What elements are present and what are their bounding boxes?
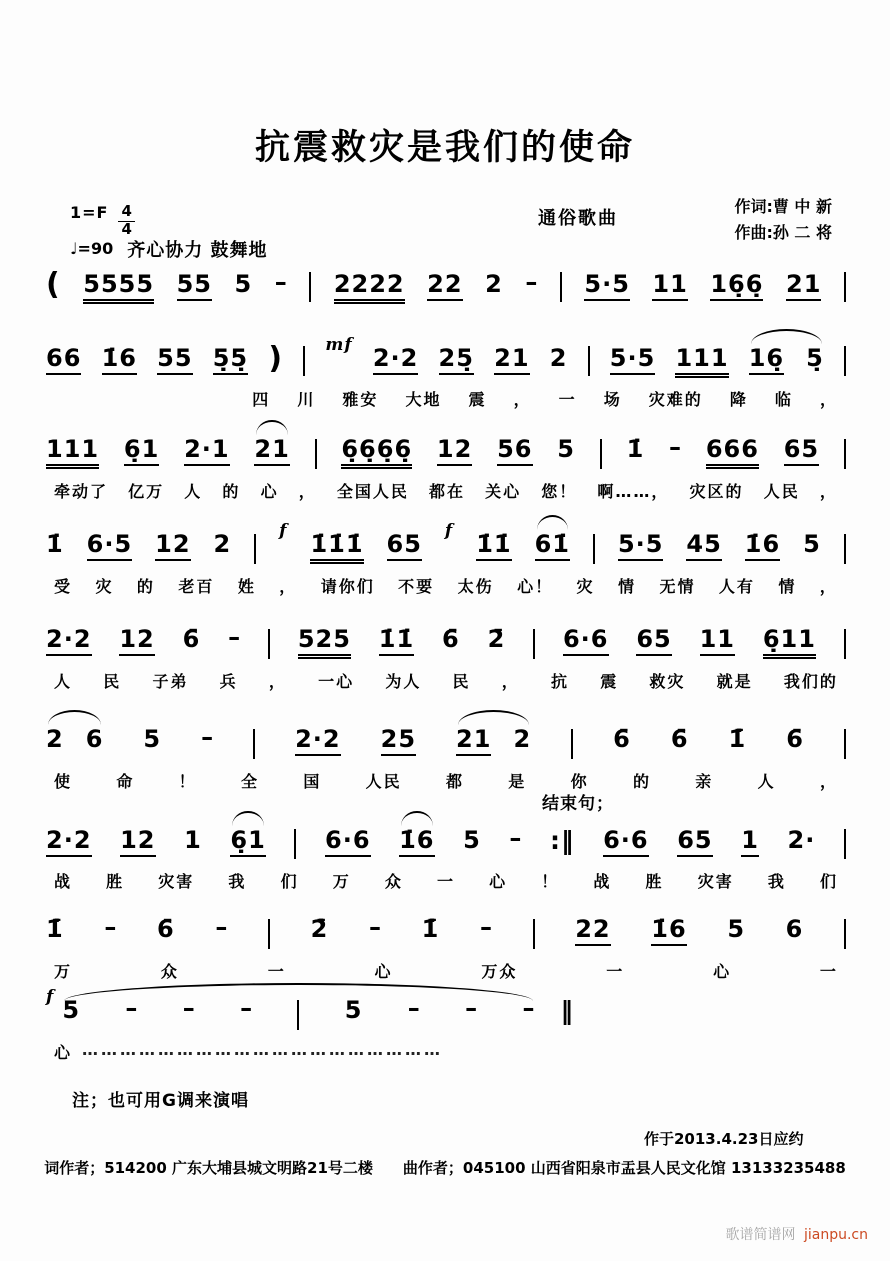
lyric-syllable: 的: [222, 482, 241, 501]
lyric-syllable: 你: [570, 772, 589, 791]
note-cell: 65: [784, 437, 819, 466]
lyric-syllable: 命: [116, 772, 135, 791]
bar-line: [303, 346, 305, 376]
bar-line: [588, 346, 590, 376]
lyrics-row: [46, 1040, 590, 1063]
lyric-syllable: [54, 387, 60, 410]
lyric-syllable: 是: [508, 772, 527, 791]
note-cell: 45: [686, 532, 721, 561]
lyric-syllable: 子弟: [152, 672, 189, 691]
lyric-syllable: 战: [54, 872, 73, 891]
lyric-syllable: 人: [54, 672, 73, 691]
lyric-syllable: 一心: [318, 672, 355, 691]
duration-dash: –: [522, 994, 535, 1022]
lyric-syllable: 您！: [541, 482, 578, 501]
note-cell: 2: [513, 725, 532, 753]
lyrics-row: [46, 869, 846, 892]
note-cell: 5·5: [610, 346, 656, 375]
lyric-syllable: 人民: [763, 482, 800, 501]
lyric-syllable: 灾: [576, 577, 595, 596]
lyric-syllable: 万: [54, 962, 73, 981]
time-signature-top: 4: [118, 204, 134, 222]
key-signature: 1=F: [70, 203, 109, 223]
note-cell: 1: [741, 828, 759, 857]
lyric-syllable: 战: [593, 872, 612, 891]
lyric-syllable: 一: [436, 872, 455, 891]
note-cell: 61̇: [535, 532, 570, 561]
duration-dash: –: [465, 994, 478, 1022]
bar-line: [315, 439, 317, 469]
note-cell: 1̇: [46, 530, 64, 558]
expression-marking: 齐心协力 鼓舞地: [127, 239, 268, 261]
lyric-syllable: 的: [136, 577, 155, 596]
lyric-syllable: 不要: [398, 577, 435, 596]
lyric-syllable: 受: [54, 577, 73, 596]
bar-line: [844, 919, 846, 949]
note-cell: 1̇6: [745, 532, 780, 561]
bar-line: [844, 272, 846, 302]
note-cell: 21: [494, 346, 529, 375]
music-line: [46, 609, 846, 709]
lyric-syllable: ，: [819, 772, 838, 791]
performance-note: 注；也可用G调来演唱: [72, 1091, 249, 1111]
music-line: [46, 419, 846, 514]
dynamic-mark: mf: [325, 335, 353, 355]
parenthesis-mark: ): [268, 341, 284, 376]
note-cell: 6·5: [87, 532, 133, 561]
lyric-syllable: ，: [279, 577, 298, 596]
note-cell: 5: [344, 996, 363, 1024]
tie-slur-group: [46, 727, 103, 751]
lyric-syllable: 心: [54, 1043, 73, 1062]
lyric-syllable: 心: [489, 872, 508, 891]
watermark: [726, 1224, 868, 1244]
lyric-syllable: 救灾: [649, 672, 686, 691]
bar-line: [844, 346, 846, 376]
lyric-syllable: 情: [778, 577, 797, 596]
note-cell: 6·6: [325, 828, 371, 857]
note-cell: 5: [234, 270, 253, 298]
lyric-syllable: 震: [468, 390, 487, 409]
music-line: [46, 709, 846, 809]
note-cell: 5: [557, 435, 575, 463]
note-cell: 22: [427, 272, 462, 301]
note-cell: 25̣: [439, 346, 474, 375]
lyric-syllable: 们: [819, 872, 838, 891]
note-cell: 16̣: [749, 346, 784, 375]
watermark-domain-link[interactable]: jianpu.cn: [803, 1227, 868, 1243]
note-cell: 1̇6: [651, 917, 686, 946]
note-cell: 2̄: [487, 625, 506, 653]
lyric-syllable: 一: [606, 962, 625, 981]
note-cell: 6̣1: [124, 437, 159, 466]
lyric-syllable: 抗: [550, 672, 569, 691]
lyricist-credit: 作词:曹 中 新: [734, 197, 832, 216]
note-cell: 2: [485, 270, 503, 298]
note-cell: 2·2: [46, 627, 92, 656]
lyric-syllable: ！: [541, 872, 560, 891]
lyric-syllable: 一: [558, 390, 577, 409]
lyric-syllable: 牵动了: [54, 482, 109, 501]
note-cell: 5: [727, 915, 746, 943]
lyric-syllable: 的: [632, 772, 651, 791]
note-cell: 1̇1̇: [476, 532, 511, 561]
notes-row: [46, 899, 846, 947]
note-cell: 5: [463, 826, 481, 854]
lyrics-row: [46, 479, 846, 502]
duration-dash: –: [509, 824, 522, 852]
lyric-syllable: 人: [184, 482, 203, 501]
notes-row: [46, 250, 846, 301]
lyric-syllable: 雅安: [342, 390, 379, 409]
note-cell: 2·2: [295, 727, 341, 756]
bar-line: [297, 1000, 299, 1030]
bar-line: [254, 534, 256, 564]
lyric-syllable: 情: [617, 577, 636, 596]
bar-line: [600, 439, 602, 469]
note-cell: 2·1: [184, 437, 230, 466]
author-credits: [734, 194, 832, 245]
tie-slur-group: [254, 437, 289, 466]
note-cell: 6: [785, 915, 804, 943]
note-cell: 6̣1: [230, 828, 265, 857]
note-cell: 2̇̄: [310, 915, 329, 943]
lyric-syllable: 万: [332, 872, 351, 891]
lyric-syllable: 民: [103, 672, 122, 691]
note-cell: 2·2: [373, 346, 419, 375]
lyric-syllable: 亲: [695, 772, 714, 791]
lyric-syllable: 震: [600, 672, 619, 691]
lyric-syllable: 全: [240, 772, 259, 791]
music-line: [46, 899, 846, 979]
note-cell: 525: [298, 627, 351, 656]
bar-line: [844, 829, 846, 859]
time-signature: [118, 204, 134, 238]
lyric-syllable: ，: [819, 390, 838, 409]
lyric-syllable: 一: [267, 962, 286, 981]
lyric-syllable: [120, 387, 126, 410]
song-title: 抗震救灾是我们的使命: [254, 128, 635, 168]
duration-dash: –: [525, 268, 538, 296]
lyric-syllable: 我: [228, 872, 247, 891]
lyric-syllable: 四: [252, 390, 271, 409]
duration-dash: –: [104, 913, 117, 941]
duration-dash: –: [479, 913, 492, 941]
lyrics-row: [46, 387, 846, 410]
lyric-syllable: 场: [603, 390, 622, 409]
lyric-syllable: 一: [819, 962, 838, 981]
bar-line: [844, 439, 846, 469]
note-cell: 21: [456, 727, 491, 756]
note-cell: 5·5: [584, 272, 630, 301]
dynamic-mark: f: [46, 987, 55, 1007]
lyric-syllable: 都在: [428, 482, 465, 501]
notes-row: [46, 609, 846, 657]
note-cell: 1̇: [626, 435, 645, 463]
lyric-syllable: ，: [298, 482, 317, 501]
lyric-syllable: 大地: [405, 390, 442, 409]
notes-row: [46, 979, 574, 1028]
genre-label: 通俗歌曲: [538, 208, 618, 229]
note-cell: 6̄: [613, 725, 631, 753]
contact-credits: 词作者；514200 广东大埔县城文明路21号二楼 曲作者；045100 山西省阳泉市盂县人民文化馆 13133235488: [44, 1159, 846, 1177]
note-cell: 5: [62, 996, 81, 1024]
lyric-syllable: 我: [767, 872, 786, 891]
tie-slur-group: [535, 532, 570, 561]
note-cell: 2: [549, 344, 568, 372]
note-cell: 55: [157, 346, 192, 375]
lyric-syllable: 兵: [219, 672, 238, 691]
note-cell: 56: [497, 437, 532, 466]
double-bar-line: :‖ 结束句；: [542, 794, 614, 855]
lyric-syllable: 众: [384, 872, 403, 891]
note-cell: 6̄: [670, 725, 689, 753]
note-cell: 16̣6̣: [710, 272, 763, 301]
bar-line: [533, 629, 535, 659]
dynamic-mark: f: [279, 521, 288, 541]
bar-line: [844, 729, 846, 759]
music-line: [46, 979, 846, 1063]
note-cell: 55: [177, 272, 212, 301]
lyric-syllable: 灾害: [697, 872, 734, 891]
bar-line: [593, 534, 595, 564]
lyric-syllable: 胜: [106, 872, 125, 891]
tie-slur-group: [399, 828, 434, 857]
lyric-syllable: ，: [268, 672, 287, 691]
lyric-syllable: [186, 387, 192, 410]
note-cell: 11: [652, 272, 687, 301]
bar-line: [294, 829, 296, 859]
notes-row: [46, 419, 846, 467]
lyric-syllable: 众: [160, 962, 179, 981]
bar-line: [844, 629, 846, 659]
duration-dash: –: [125, 994, 138, 1022]
lyric-syllable: ！: [178, 772, 197, 791]
note-cell: 1̇̄: [46, 915, 64, 943]
lyric-syllable: ，: [501, 672, 520, 691]
note-cell: 65: [387, 532, 422, 561]
note-cell: 1̇6: [102, 346, 137, 375]
lyric-syllable: 人民: [365, 772, 402, 791]
lyric-syllable: [87, 387, 93, 410]
lyric-syllable: 们: [280, 872, 299, 891]
note-cell: 2: [213, 530, 232, 558]
note-cell: 6̄: [182, 625, 201, 653]
note-cell: 1: [184, 826, 202, 854]
lyric-syllable: 姓: [237, 577, 256, 596]
time-signature-bottom: 4: [121, 219, 132, 238]
music-line: [46, 514, 846, 609]
lyric-syllable: 使: [54, 772, 73, 791]
note-cell: 65: [636, 627, 671, 656]
lyric-syllable: 降: [729, 390, 748, 409]
lyric-syllable: 心: [374, 962, 393, 981]
duration-dash: –: [201, 723, 214, 751]
notation-area: [46, 250, 846, 1063]
lyrics-row: [46, 769, 846, 792]
lyric-syllable: 民: [452, 672, 471, 691]
composition-date: 作于2013.4.23日应约: [644, 1130, 804, 1148]
lyrics-row: [46, 669, 846, 692]
lyric-syllable: 请你们: [320, 577, 375, 596]
bar-line: [560, 272, 562, 302]
notes-row: [46, 794, 846, 857]
lyric-syllable: 临: [774, 390, 793, 409]
score-header: [70, 190, 832, 261]
lyric-syllable: 人有: [718, 577, 755, 596]
lyric-syllable: 我们的: [783, 672, 838, 691]
bar-line: [253, 729, 255, 759]
note-cell: 1̇6: [399, 828, 434, 857]
note-cell: 6̣11: [763, 627, 816, 656]
note-cell: 6̄: [156, 915, 175, 943]
lyric-syllable: 灾: [95, 577, 114, 596]
music-line: [46, 250, 846, 324]
notes-row: [46, 514, 846, 562]
dynamic-mark: f: [444, 521, 454, 541]
lyric-syllable: 亿万: [128, 482, 165, 501]
note-cell: 6·6: [603, 828, 649, 857]
section-label: 结束句；: [542, 794, 614, 814]
tie-slur-group: [456, 727, 531, 756]
note-cell: 111: [675, 346, 728, 375]
duration-dash: –: [182, 994, 195, 1022]
note-cell: 5̣5̣: [213, 346, 248, 375]
lyric-syllable: 啊……，: [597, 482, 670, 501]
note-cell: 12: [120, 828, 155, 857]
note-cell: 2222: [334, 272, 405, 301]
lyric-syllable: 为人: [385, 672, 422, 691]
note-cell: 2: [46, 725, 64, 753]
double-bar-line: ‖: [560, 996, 574, 1025]
note-cell: 1̇̄: [421, 915, 440, 943]
lyric-syllable: ，: [819, 577, 838, 596]
lyric-syllable: 全国人民: [336, 482, 409, 501]
note-cell: 111: [46, 437, 99, 466]
note-cell: 12: [119, 627, 154, 656]
lyric-syllable: 国: [303, 772, 322, 791]
lyric-syllable: 人: [757, 772, 776, 791]
note-cell: 2·2: [46, 828, 92, 857]
bar-line: [844, 534, 846, 564]
note-cell: 1̇1̇: [379, 627, 414, 656]
watermark-site-name: 歌谱简谱网: [725, 1227, 796, 1243]
tempo-marking: ♩=90: [70, 239, 114, 258]
lyric-syllable: 心: [260, 482, 279, 501]
note-cell: 21: [786, 272, 821, 301]
note-cell: 666: [706, 437, 759, 466]
lyric-syllable: 万众: [481, 962, 518, 981]
note-cell: 5555: [83, 272, 154, 301]
note-cell: 6·6: [563, 627, 609, 656]
note-cell: 65: [677, 828, 712, 857]
note-cell: 5·5: [618, 532, 664, 561]
note-cell: 2·: [787, 826, 816, 854]
lyric-syllable: ，: [819, 482, 838, 501]
lyrics-row: [46, 574, 846, 597]
lyric-syllable: [153, 387, 159, 410]
lyric-syllable: 灾区的: [689, 482, 744, 501]
lyric-syllable: 灾难的: [648, 390, 703, 409]
bar-line: [533, 919, 535, 949]
note-cell: 6̣6̣6̣6̣: [341, 437, 412, 466]
lyric-syllable: 心！: [517, 577, 554, 596]
notes-row: [46, 324, 846, 375]
duration-dash: –: [669, 433, 682, 461]
bar-line: [309, 272, 311, 302]
note-cell: 5: [803, 530, 821, 558]
lyric-syllable: …………………………………………………: [82, 1040, 444, 1059]
notes-row: [46, 709, 846, 757]
lyric-syllable: 太伤: [457, 577, 494, 596]
tie-slur-group: [62, 994, 535, 1028]
duration-dash: –: [240, 994, 253, 1022]
tie-slur-group: [230, 828, 265, 857]
lyric-syllable: 胜: [645, 872, 664, 891]
duration-dash: –: [228, 623, 241, 651]
note-cell: 5: [143, 725, 162, 753]
note-cell: 21: [254, 437, 289, 466]
lyric-syllable: ，: [513, 390, 532, 409]
lyric-syllable: 老百: [178, 577, 215, 596]
lyric-syllable: 心: [713, 962, 732, 981]
note-cell: 1̇̄: [728, 725, 747, 753]
tie-slur-group: [749, 346, 824, 375]
note-cell: 1̇1̇1̇: [310, 532, 363, 561]
note-cell: 11: [700, 627, 735, 656]
note-cell: 12: [155, 532, 190, 561]
music-line: [46, 324, 846, 419]
lyric-syllable: 关心: [485, 482, 522, 501]
lyric-syllable: 无情: [659, 577, 696, 596]
composer-credit: 作曲:孙 二 将: [734, 222, 832, 242]
note-cell: 25: [381, 727, 416, 756]
music-line: [46, 794, 846, 899]
note-cell: 5̣: [806, 344, 824, 372]
lyric-syllable: 川: [297, 390, 316, 409]
lyric-syllable: 就是: [716, 672, 753, 691]
note-cell: 6̄: [442, 625, 460, 653]
bar-line: [268, 629, 270, 659]
duration-dash: –: [368, 913, 381, 941]
note-cell: 22: [575, 917, 610, 946]
duration-dash: –: [274, 268, 287, 296]
bar-line: [571, 729, 573, 759]
duration-dash: –: [407, 994, 420, 1022]
lyric-syllable: 都: [445, 772, 464, 791]
lyric-syllable: [219, 387, 225, 410]
note-cell: 6: [85, 725, 104, 753]
parenthesis-mark: (: [46, 267, 61, 302]
lyric-syllable: 灾害: [158, 872, 195, 891]
duration-dash: –: [215, 913, 228, 941]
note-cell: 66: [46, 346, 81, 375]
note-cell: 12: [437, 437, 472, 466]
note-cell: 6̄: [786, 725, 804, 753]
bar-line: [268, 919, 270, 949]
